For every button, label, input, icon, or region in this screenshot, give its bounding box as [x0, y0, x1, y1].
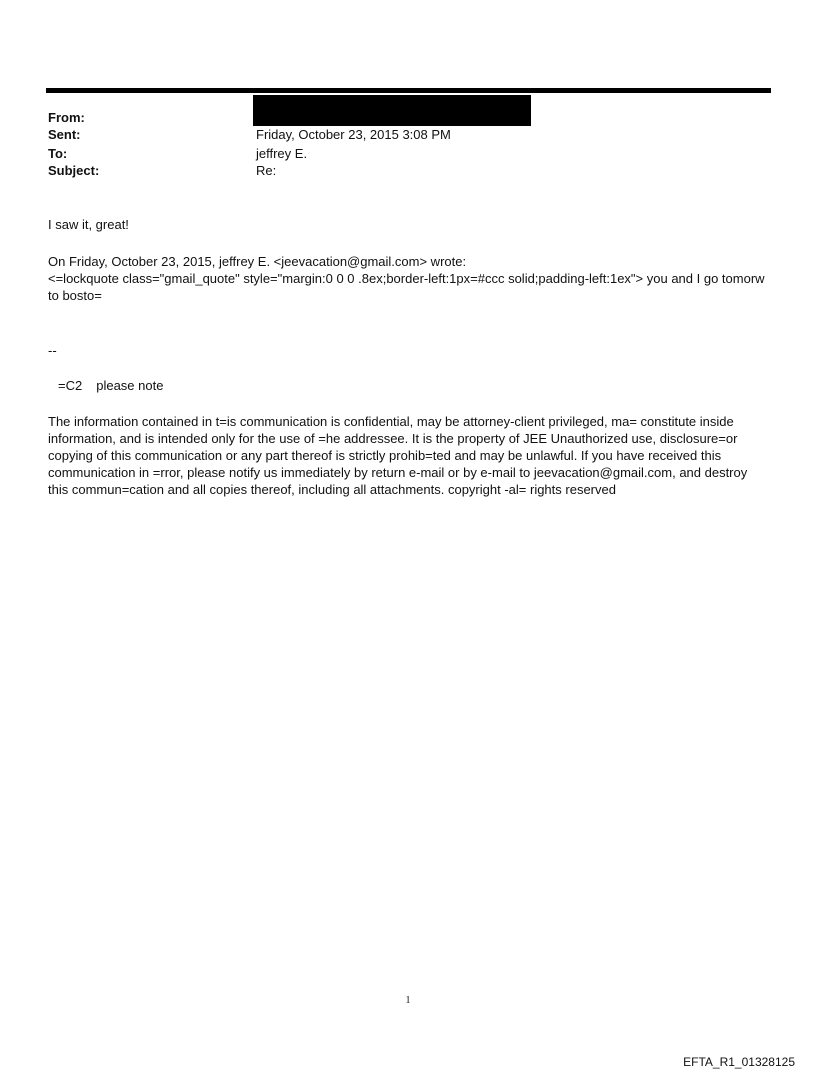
- subject-label: Subject:: [48, 163, 100, 178]
- sent-value: Friday, October 23, 2015 3:08 PM: [256, 127, 451, 142]
- confidentiality-disclaimer: The information contained in t=is communication is confidential, may be attorney-client privileged, ma= constitute inside information, and is intended only for the use of =he addressee. It is the property of JEE Unauthorized use, disclosure=or copying of this communication or any part thereof is strictly prohib=ted and may be unlawful. If you have received this communication in =rror, please notify us immediately by return e-mail or by e-mail to jeevacation@gmail.com, and destroy this commun=cation and all copies thereof, including all attachments. copyright -al= rights reserved: [48, 414, 748, 497]
- signature-note: please note: [96, 378, 164, 393]
- subject-value: Re:: [256, 163, 277, 178]
- reply-text: I saw it, great!: [48, 217, 129, 232]
- to-label: To:: [48, 146, 68, 161]
- header-divider: [46, 88, 771, 93]
- signature-code: =C2: [58, 378, 83, 393]
- signature-line: [58, 377, 163, 394]
- quote-intro: On Friday, October 23, 2015, jeffrey E. <jeevacation@gmail.com> wrote:: [48, 254, 467, 269]
- to-value: jeffrey E.: [256, 146, 308, 161]
- document-id: EFTA_R1_01328125: [683, 1055, 795, 1069]
- signature-separator: --: [48, 343, 57, 358]
- quoted-message: <=lockquote class="gmail_quote" style="margin:0 0 0 .8ex;border-left:1px=#ccc solid;padding-left:1ex"> you and I go tomorw to bosto=: [48, 271, 765, 303]
- sent-label: Sent:: [48, 127, 81, 142]
- redaction-box: [253, 95, 531, 126]
- page-number: 1: [405, 995, 411, 1006]
- from-label: From:: [48, 110, 85, 125]
